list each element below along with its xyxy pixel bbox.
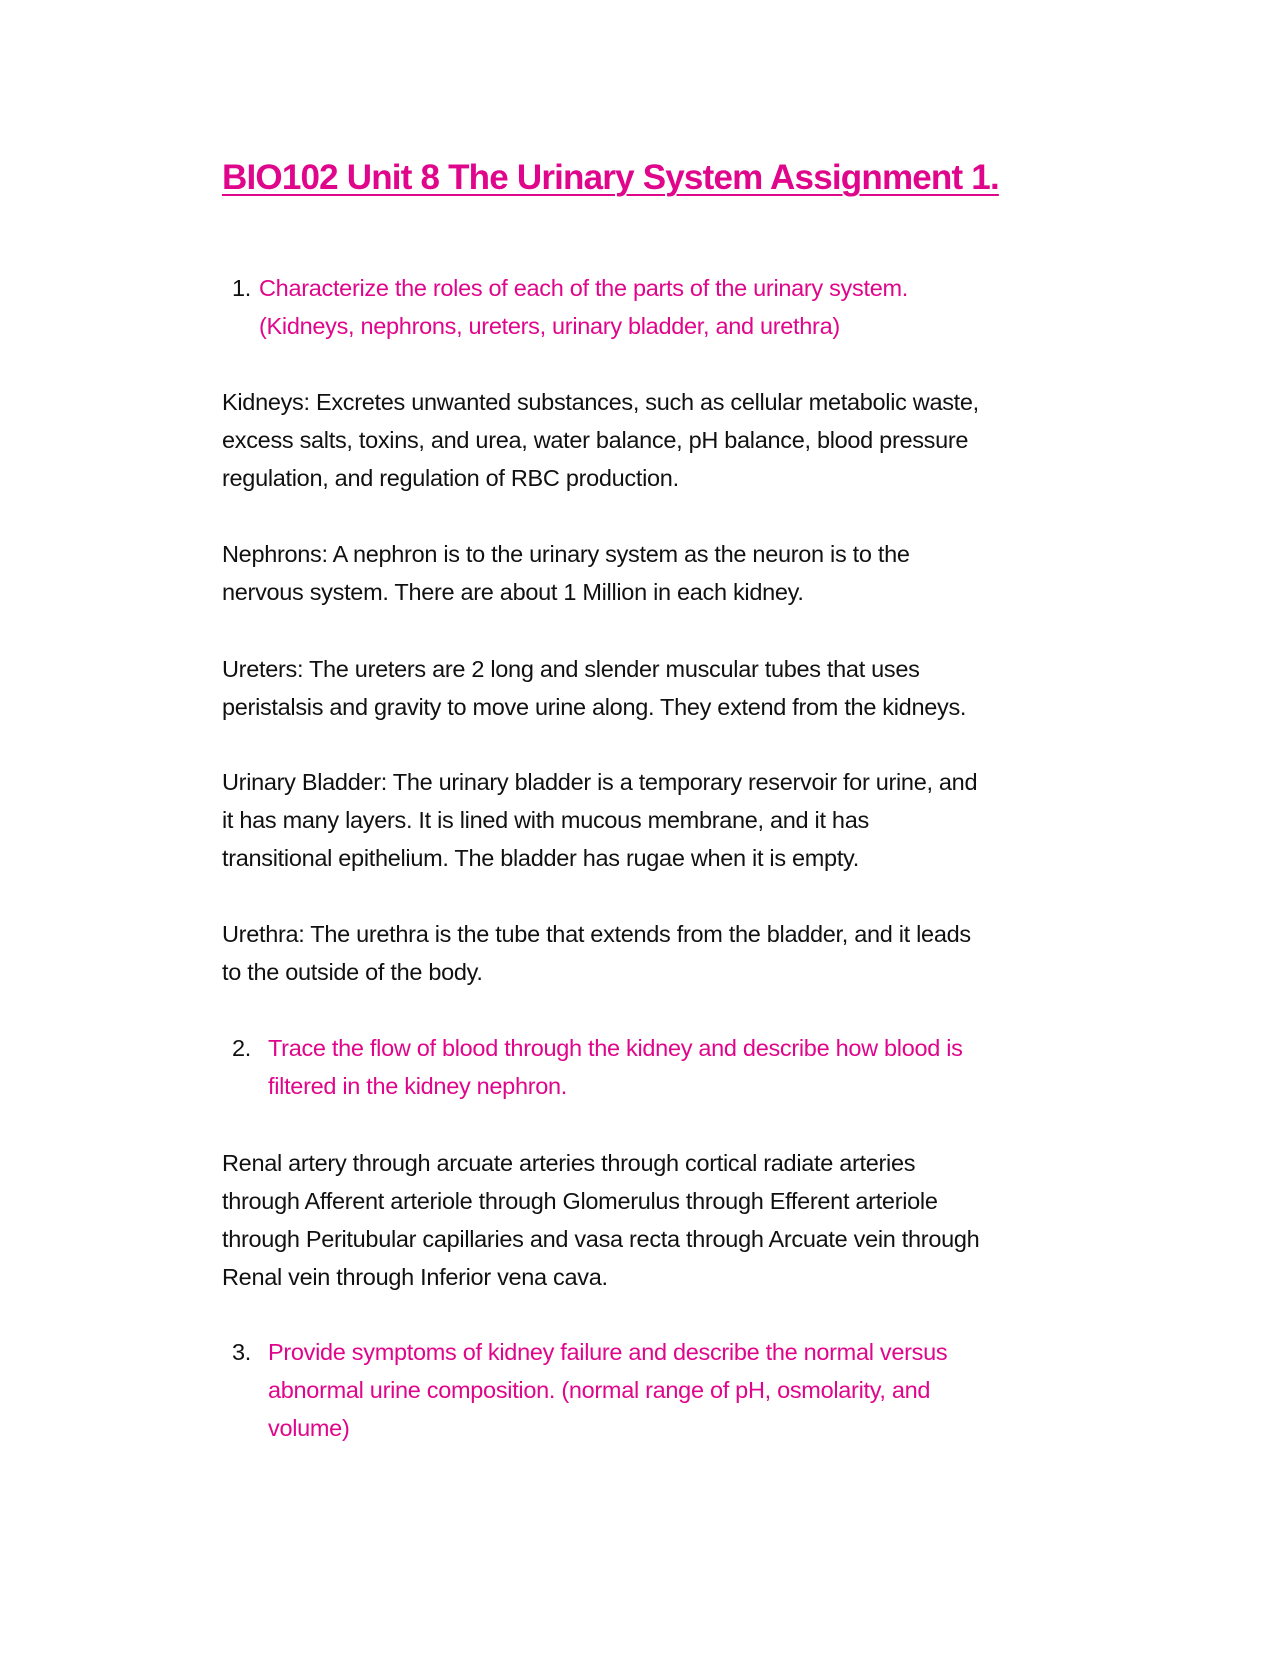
answer-line: through Afferent arteriole through Glomerulus through Efferent arteriole	[222, 1188, 938, 1214]
answer-line: Renal artery through arcuate arteries through cortical radiate arteries	[222, 1150, 916, 1176]
question-line: Trace the flow of blood through the kidney and describe how blood is	[268, 1035, 963, 1061]
question-line: volume)	[268, 1415, 350, 1441]
answer-line: excess salts, toxins, and urea, water balance, pH balance, blood pressure	[222, 427, 969, 453]
answer-line: to the outside of the body.	[222, 959, 483, 985]
question-number: 1.	[232, 275, 251, 301]
answer-line: transitional epithelium. The bladder has rugae when it is empty.	[222, 845, 859, 871]
document-title: BIO102 Unit 8 The Urinary System Assignment 1.	[222, 158, 999, 197]
answer-bladder	[222, 763, 977, 877]
answer-kidneys	[222, 383, 979, 497]
question-line: filtered in the kidney nephron.	[268, 1073, 568, 1099]
question-line: Characterize the roles of each of the parts of the urinary system.	[259, 275, 908, 301]
question-line: Provide symptoms of kidney failure and describe the normal versus	[268, 1339, 948, 1365]
answer-ureters	[222, 650, 966, 726]
answer-line: nervous system. There are about 1 Million in each kidney.	[222, 579, 804, 605]
answer-line: Renal vein through Inferior vena cava.	[222, 1264, 608, 1290]
answer-blood-flow	[222, 1144, 979, 1296]
answer-line: through Peritubular capillaries and vasa recta through Arcuate vein through	[222, 1226, 980, 1252]
answer-line: Nephrons: A nephron is to the urinary system as the neuron is to the	[222, 541, 910, 567]
answer-line: peristalsis and gravity to move urine along. They extend from the kidneys.	[222, 694, 967, 720]
answer-line: Kidneys: Excretes unwanted substances, such as cellular metabolic waste,	[222, 389, 979, 415]
question-line: (Kidneys, nephrons, ureters, urinary bladder, and urethra)	[259, 313, 840, 339]
answer-line: Urethra: The urethra is the tube that extends from the bladder, and it leads	[222, 921, 971, 947]
question-number: 2.	[232, 1035, 251, 1061]
answer-line: Ureters: The ureters are 2 long and slender muscular tubes that uses	[222, 656, 920, 682]
answer-line: it has many layers. It is lined with mucous membrane, and it has	[222, 807, 869, 833]
question-number: 3.	[232, 1339, 251, 1365]
answer-nephrons	[222, 535, 910, 611]
answer-line: Urinary Bladder: The urinary bladder is a temporary reservoir for urine, and	[222, 769, 978, 795]
answer-line: regulation, and regulation of RBC production.	[222, 465, 679, 491]
answer-urethra	[222, 915, 971, 991]
question-line: abnormal urine composition. (normal range of pH, osmolarity, and	[268, 1377, 931, 1403]
